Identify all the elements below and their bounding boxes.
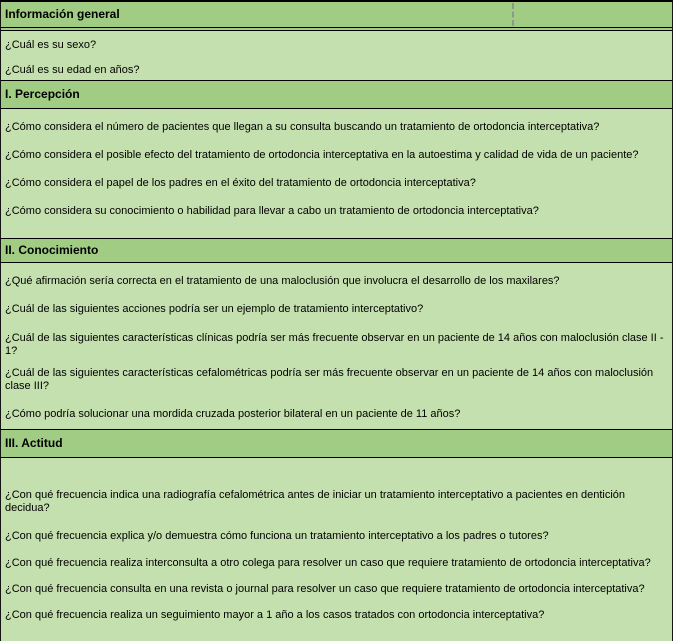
question-text: ¿Cuál de las siguientes características cefalométricas podría ser más frecuente observar en un paciente de 14 años con maloclusión clase III? (5, 367, 654, 392)
section-header-conocimiento[interactable] (1, 238, 672, 263)
question-text: ¿Con qué frecuencia consulta en una revista o journal para resolver un caso que requiere tratamiento de ortodoncia interceptativa? (5, 583, 645, 595)
question-cell[interactable] (1, 193, 672, 221)
question-text: ¿Cómo considera el posible efecto del tratamiento de ortodoncia interceptativa en la autoestima y calidad de vida de un paciente? (5, 149, 639, 161)
question-cell[interactable] (1, 361, 672, 396)
question-cell[interactable] (1, 263, 672, 291)
question-text: ¿Cuál es su sexo? (5, 39, 97, 51)
question-text: ¿Cuál de las siguientes características clínicas podría ser más frecuente observar en un paciente de 14 años con maloclusión clase II - 1? (5, 332, 664, 357)
question-cell[interactable] (1, 109, 672, 137)
question-cell[interactable] (1, 546, 672, 573)
question-cell[interactable] (1, 137, 672, 165)
question-text: ¿Con qué frecuencia indica una radiografía cefalométrica antes de iniciar un tratamiento interceptativo a pacientes en dentición decidua? (5, 489, 626, 514)
question-text: ¿Con qué frecuencia realiza interconsulta a otro colega para resolver un caso que requiere tratamiento de ortodoncia interceptativa? (5, 557, 651, 569)
question-cell[interactable] (1, 31, 672, 55)
section-header-informacion-general[interactable] (1, 2, 672, 31)
empty-row (1, 221, 672, 238)
question-cell[interactable] (1, 573, 672, 599)
question-cell[interactable] (1, 165, 672, 193)
page-break-dashed-line (512, 3, 514, 26)
section-title: III. Actitud (5, 436, 63, 450)
empty-row (1, 625, 672, 641)
question-cell[interactable] (1, 319, 672, 361)
question-text: ¿Cuál de las siguientes acciones podría ser un ejemplo de tratamiento interceptativo? (5, 303, 424, 315)
question-cell[interactable] (1, 599, 672, 625)
question-text: ¿Cuál es su edad en años? (5, 64, 140, 76)
section-title: I. Percepción (5, 87, 80, 101)
question-text: ¿Cómo considera el número de pacientes que llegan a su consulta buscando un tratamiento de ortodoncia interceptativa? (5, 121, 600, 133)
question-text: ¿Qué afirmación sería correcta en el tratamiento de una maloclusión que involucra el desarrollo de los maxilares? (5, 275, 560, 287)
question-cell[interactable] (1, 55, 672, 80)
question-text: ¿Cómo considera su conocimiento o habilidad para llevar a cabo un tratamiento de ortodoncia interceptativa? (5, 205, 539, 217)
question-cell[interactable] (1, 396, 672, 424)
question-text: ¿Con qué frecuencia realiza un seguimiento mayor a 1 año a los casos tratados con ortodoncia interceptativa? (5, 609, 545, 621)
question-text: ¿Cómo considera el papel de los padres en el éxito del tratamiento de ortodoncia interceptativa? (5, 177, 476, 189)
question-cell[interactable] (1, 518, 672, 546)
question-cell[interactable] (1, 458, 672, 518)
question-text: ¿Cómo podría solucionar una mordida cruzada posterior bilateral en un paciente de 11 años? (5, 408, 461, 420)
section-title: II. Conocimiento (5, 243, 99, 257)
section-header-actitud[interactable] (1, 429, 672, 458)
question-cell[interactable] (1, 291, 672, 319)
section-header-percepcion[interactable] (1, 80, 672, 109)
section-title: Información general (5, 7, 120, 21)
question-text: ¿Con qué frecuencia explica y/o demuestra cómo funciona un tratamiento interceptativo a los padres o tutores? (5, 530, 549, 542)
